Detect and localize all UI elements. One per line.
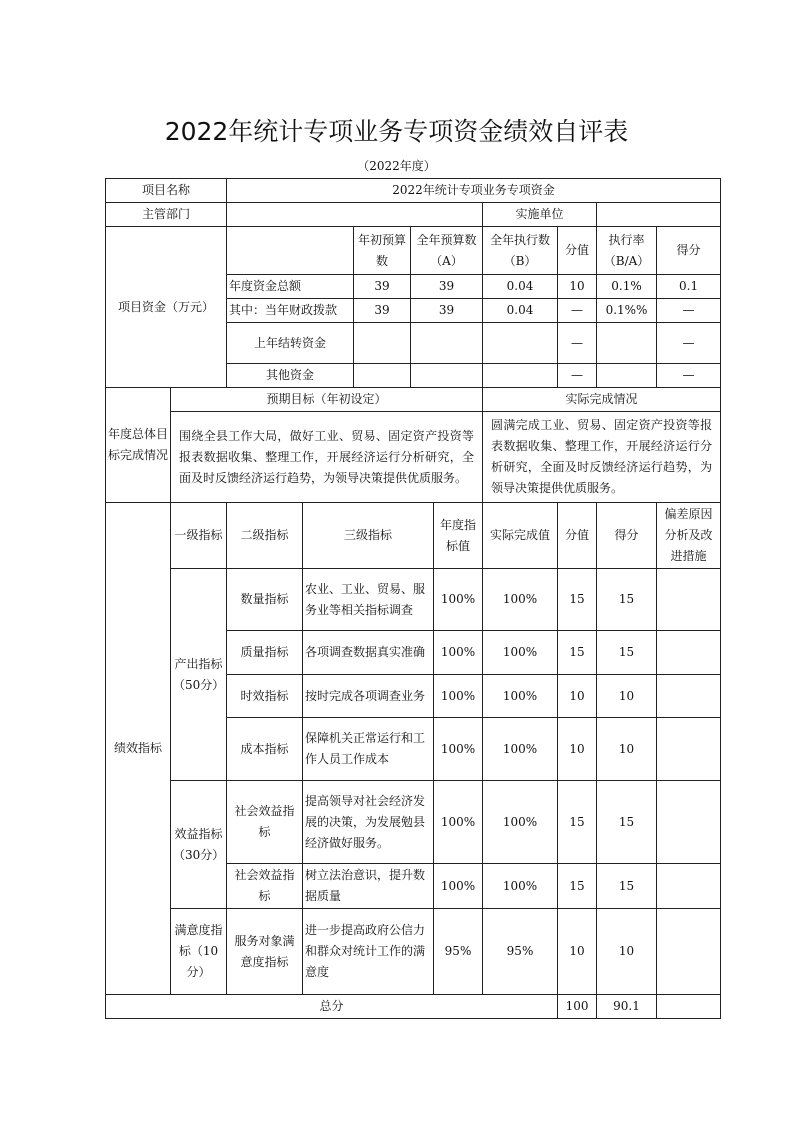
perf-value: 100% <box>434 864 483 909</box>
perf-value: 数量指标 <box>227 569 303 631</box>
perf-value: 100% <box>483 569 558 631</box>
table-row <box>106 503 721 569</box>
perf-value: 10 <box>597 675 657 718</box>
perf-value <box>657 909 721 995</box>
table-cell <box>227 227 354 275</box>
page-title: 2022年统计专项业务专项资金绩效自评表 <box>164 117 629 146</box>
table-row <box>106 227 721 275</box>
perf-value: 10 <box>597 718 657 781</box>
perf-group: 效益指标（30分） <box>171 781 227 909</box>
perf-value: 10 <box>558 675 597 718</box>
perf-value: 15 <box>558 864 597 909</box>
total-score: 90.1 <box>597 995 657 1019</box>
perf-value: 15 <box>558 631 597 675</box>
funds-header: 年初预算数 <box>354 227 411 275</box>
perf-value <box>657 569 721 631</box>
perf-label: 绩效指标 <box>106 503 171 995</box>
funds-value: — <box>657 299 721 323</box>
perf-header: 一级指标 <box>171 503 227 569</box>
expected-text: 围绕全县工作大局，做好工业、贸易、固定资产投资等报表数据收集、整理工作，开展经济运行分析研究，全面及时反馈经济运行趋势，为领导决策提供优质服务。 <box>171 412 483 503</box>
perf-group: 满意度指标（10分） <box>171 909 227 995</box>
perf-value: 15 <box>597 569 657 631</box>
funds-value: 10 <box>558 275 597 299</box>
perf-value: 按时完成各项调查业务 <box>303 675 434 718</box>
perf-value <box>657 864 721 909</box>
perf-value <box>657 675 721 718</box>
expected-label: 预期目标（年初设定） <box>171 388 483 412</box>
funds-value: — <box>558 299 597 323</box>
funds-value: 39 <box>411 299 483 323</box>
funds-label: 项目资金（万元） <box>106 227 227 388</box>
perf-value: 100% <box>434 781 483 864</box>
perf-value: 15 <box>597 781 657 864</box>
funds-value: 39 <box>354 275 411 299</box>
total-label: 总分 <box>106 995 558 1019</box>
funds-value <box>597 323 657 364</box>
funds-value: — <box>657 323 721 364</box>
total-score-value: 100 <box>558 995 597 1019</box>
perf-header: 偏差原因分析及改进措施 <box>657 503 721 569</box>
funds-value <box>483 364 558 388</box>
table-row <box>106 412 721 503</box>
funds-value <box>411 364 483 388</box>
impl-label: 实施单位 <box>483 203 597 227</box>
perf-value: 服务对象满意度指标 <box>227 909 303 995</box>
perf-value: 15 <box>597 864 657 909</box>
actual-text: 圆满完成工业、贸易、固定资产投资等报表数据收集、整理工作，开展经济运行分析研究，全面及时反馈经济运行趋势，为领导决策提供优质服务。 <box>483 412 721 503</box>
funds-row-name: 其中：当年财政拨款 <box>227 299 354 323</box>
perf-value <box>657 631 721 675</box>
perf-value: 100% <box>434 675 483 718</box>
impl-value <box>597 203 721 227</box>
project-name-label: 项目名称 <box>106 179 227 203</box>
perf-header: 分值 <box>558 503 597 569</box>
perf-value <box>657 781 721 864</box>
table-row <box>106 203 721 227</box>
perf-header: 年度指标值 <box>434 503 483 569</box>
perf-value: 社会效益指标 <box>227 864 303 909</box>
funds-value: — <box>558 364 597 388</box>
perf-header: 三级指标 <box>303 503 434 569</box>
funds-value <box>354 323 411 364</box>
perf-value: 社会效益指标 <box>227 781 303 864</box>
funds-value <box>411 323 483 364</box>
perf-value: 15 <box>558 781 597 864</box>
funds-row-name: 上年结转资金 <box>227 323 354 364</box>
funds-value: — <box>558 323 597 364</box>
perf-value: 15 <box>558 569 597 631</box>
actual-label: 实际完成情况 <box>483 388 721 412</box>
table-row <box>106 569 721 631</box>
project-name-value: 2022年统计专项业务专项资金 <box>227 179 721 203</box>
table-row <box>106 179 721 203</box>
table-row <box>106 388 721 412</box>
perf-value: 10 <box>597 909 657 995</box>
perf-group: 产出指标（50分） <box>171 569 227 781</box>
perf-value: 10 <box>558 718 597 781</box>
total-note <box>657 995 721 1019</box>
perf-value: 15 <box>597 631 657 675</box>
funds-row-name: 其他资金 <box>227 364 354 388</box>
subtitle: （2022年度） <box>357 159 436 173</box>
funds-value: — <box>657 364 721 388</box>
funds-header: 执行率（B/A） <box>597 227 657 275</box>
goal-label: 年度总体目标完成情况 <box>106 388 171 503</box>
perf-value: 保障机关正常运行和工作人员工作成本 <box>303 718 434 781</box>
evaluation-table <box>105 178 721 1019</box>
funds-value: 39 <box>354 299 411 323</box>
dept-label: 主管部门 <box>106 203 227 227</box>
funds-value <box>483 323 558 364</box>
perf-value: 100% <box>483 675 558 718</box>
funds-value: 39 <box>411 275 483 299</box>
perf-header: 二级指标 <box>227 503 303 569</box>
perf-value: 95% <box>434 909 483 995</box>
perf-value: 农业、工业、贸易、服务业等相关指标调查 <box>303 569 434 631</box>
table-row <box>106 995 721 1019</box>
funds-value: 0.04 <box>483 299 558 323</box>
funds-row-name: 年度资金总额 <box>227 275 354 299</box>
perf-value: 100% <box>483 864 558 909</box>
funds-value: 0.04 <box>483 275 558 299</box>
perf-value: 时效指标 <box>227 675 303 718</box>
table-row <box>106 781 721 864</box>
perf-value: 成本指标 <box>227 718 303 781</box>
funds-value: 0.1 <box>657 275 721 299</box>
perf-value: 树立法治意识，提升数据质量 <box>303 864 434 909</box>
perf-value: 质量指标 <box>227 631 303 675</box>
funds-value <box>354 364 411 388</box>
dept-value <box>227 203 483 227</box>
perf-value: 100% <box>434 631 483 675</box>
perf-value: 100% <box>483 631 558 675</box>
table-row <box>106 909 721 995</box>
perf-value: 10 <box>558 909 597 995</box>
perf-header: 得分 <box>597 503 657 569</box>
perf-value: 100% <box>434 569 483 631</box>
perf-value: 100% <box>483 718 558 781</box>
perf-value: 95% <box>483 909 558 995</box>
perf-value: 各项调查数据真实准确 <box>303 631 434 675</box>
funds-header: 得分 <box>657 227 721 275</box>
funds-header: 全年执行数（B） <box>483 227 558 275</box>
perf-value: 100% <box>434 718 483 781</box>
perf-value: 100% <box>483 781 558 864</box>
perf-value <box>657 718 721 781</box>
funds-value: 0.1% <box>597 275 657 299</box>
funds-header: 全年预算数（A） <box>411 227 483 275</box>
perf-value: 提高领导对社会经济发展的决策，为发展勉县经济做好服务。 <box>303 781 434 864</box>
funds-value: 0.1%% <box>597 299 657 323</box>
perf-header: 实际完成值 <box>483 503 558 569</box>
funds-header: 分值 <box>558 227 597 275</box>
perf-value: 进一步提高政府公信力和群众对统计工作的满意度 <box>303 909 434 995</box>
funds-value <box>597 364 657 388</box>
